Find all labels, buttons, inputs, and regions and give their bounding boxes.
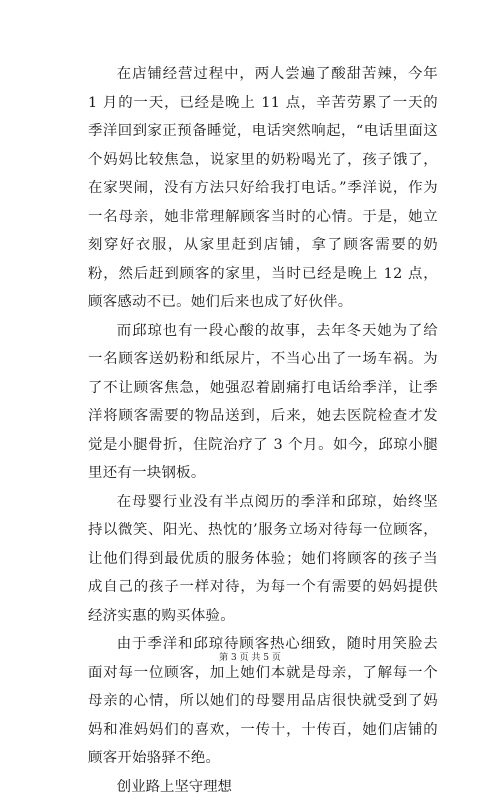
paragraph-1: 在店铺经营过程中，两人尝遍了酸甜苦辣，今年 1 月的一天，已经是晚上 11 点，辛苦劳累了一天的季洋回到家正预备睡觉，电话突然响起，“电话里面这个妈妈比较焦急，说家里的奶粉喝光了，孩子饿了，在家哭闹，没有方法只好给我打电话。”季洋说，作为一名母亲，她非常理解顾客当时的心情。于是，她立刻穿好衣服，从家里赶到店铺，拿了顾客需要的奶粉，然后赶到顾客的家里，当时已经是晚上 12 点，顾客感动不已。她们后来也成了好伙伴。 [88,60,438,317]
document-body [88,60,438,801]
paragraph-4: 由于季洋和邱琼待顾客热心细致，随时用笑脸去面对每一位顾客，加上她们本就是母亲，了解每一个母亲的心情，所以她们的母婴用品店很快就受到了妈妈和准妈妈们的喜欢，一传十，十传百，她们店铺的顾客开始骆驿不绝。 [88,630,438,773]
page-footer: 第 3 页 共 5 页 [0,652,500,664]
paragraph-3: 在母婴行业没有半点阅历的季洋和邱琼，始终坚持以微笑、阳光、热忱的’服务立场对待每一位顾客，让他们得到最优质的服务体验；她们将顾客的孩子当成自己的孩子一样对待，为每一个有需要的妈妈提供经济实惠的购买体验。 [88,488,438,631]
paragraph-2: 而邱琼也有一段心酸的故事，去年冬天她为了给一名顾客送奶粉和纸尿片，不当心出了一场车祸。为了不让顾客焦急，她强忍着剧痛打电话给季洋，让季洋将顾客需要的物品送到，后来，她去医院检查才发觉是小腿骨折，住院治疗了 3 个月。如今，邱琼小腿里还有一块钢板。 [88,317,438,488]
section-heading: 创业路上坚守理想 [88,773,438,801]
